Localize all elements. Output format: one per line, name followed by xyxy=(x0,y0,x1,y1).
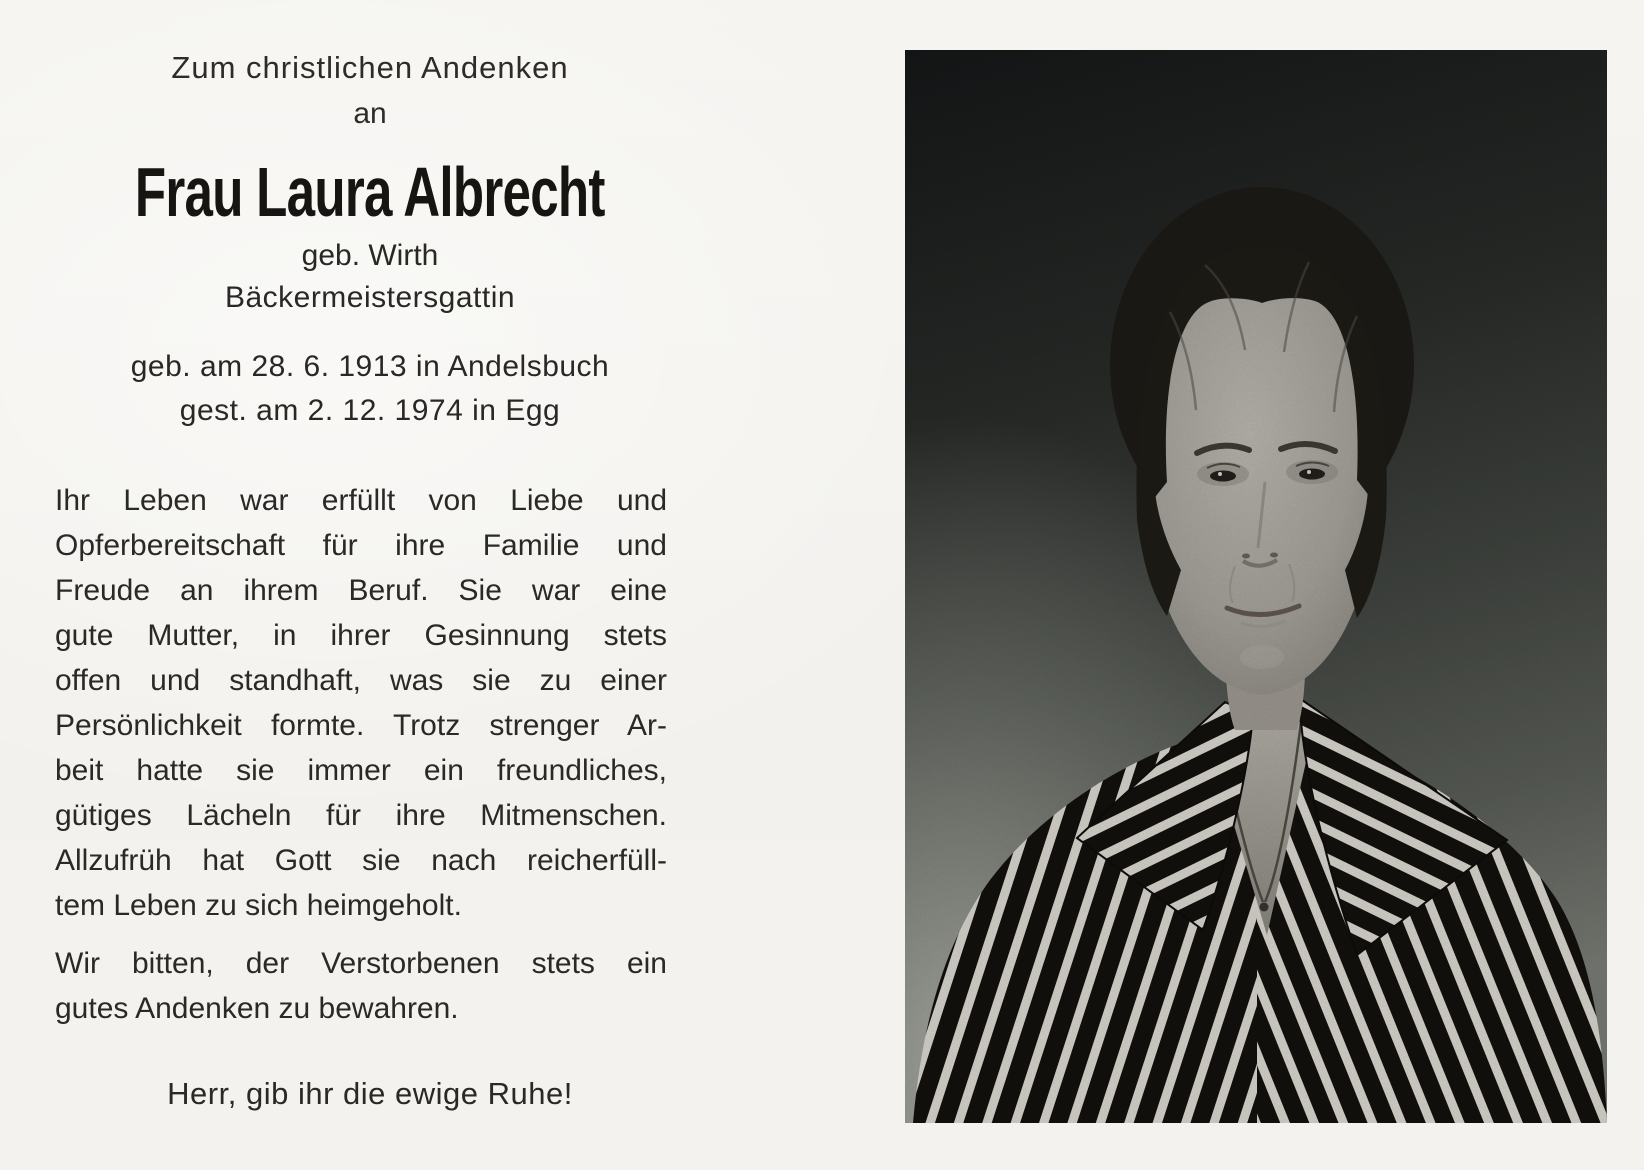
maiden-name: geb. Wirth xyxy=(301,239,439,272)
request-paragraph xyxy=(55,941,667,1031)
text-line: offen und standhaft, was sie zu einer xyxy=(55,664,667,697)
text-line: tem Leben zu sich heimgeholt. xyxy=(55,889,462,922)
text-line: Freude an ihrem Beruf. Sie war eine xyxy=(55,574,667,607)
text-line: beit hatte sie immer ein freundliches, xyxy=(55,754,667,787)
text-line: gute Mutter, in ihrer Gesinnung stets xyxy=(55,619,667,652)
occupation: Bäckermeistersgattin xyxy=(224,281,516,314)
intro-line: Zum christlichen Andenken xyxy=(171,50,569,85)
intro-connector: an xyxy=(353,97,387,130)
text-line: Wir bitten, der Verstorbenen stets ein xyxy=(55,947,667,980)
death-line: gest. am 2. 12. 1974 in Egg xyxy=(179,394,561,427)
portrait-photo-illustration xyxy=(905,50,1607,1123)
birth-line: geb. am 28. 6. 1913 in Andelsbuch xyxy=(130,350,610,383)
text-line: Allzufrüh hat Gott sie nach reicherfüll- xyxy=(55,844,667,877)
deceased-name xyxy=(0,152,740,232)
portrait-photo xyxy=(905,50,1607,1123)
memorial-text-column xyxy=(0,0,740,1170)
text-line: Persönlichkeit formte. Trotz strenger Ar- xyxy=(55,709,667,742)
text-line: gutes Andenken zu bewahren. xyxy=(55,992,459,1025)
text-line: gütiges Lächeln für ihre Mitmenschen. xyxy=(55,799,667,832)
text-line: Opferbereitschaft für ihre Familie und xyxy=(55,529,667,562)
obituary-paragraph xyxy=(55,478,667,928)
text-line: Ihr Leben war erfüllt von Liebe und xyxy=(55,484,667,517)
photo-grain xyxy=(905,50,1607,1123)
deceased-name-text: Frau Laura Albrecht xyxy=(135,153,605,231)
prayer-line: Herr, gib ihr die ewige Ruhe! xyxy=(167,1076,573,1111)
